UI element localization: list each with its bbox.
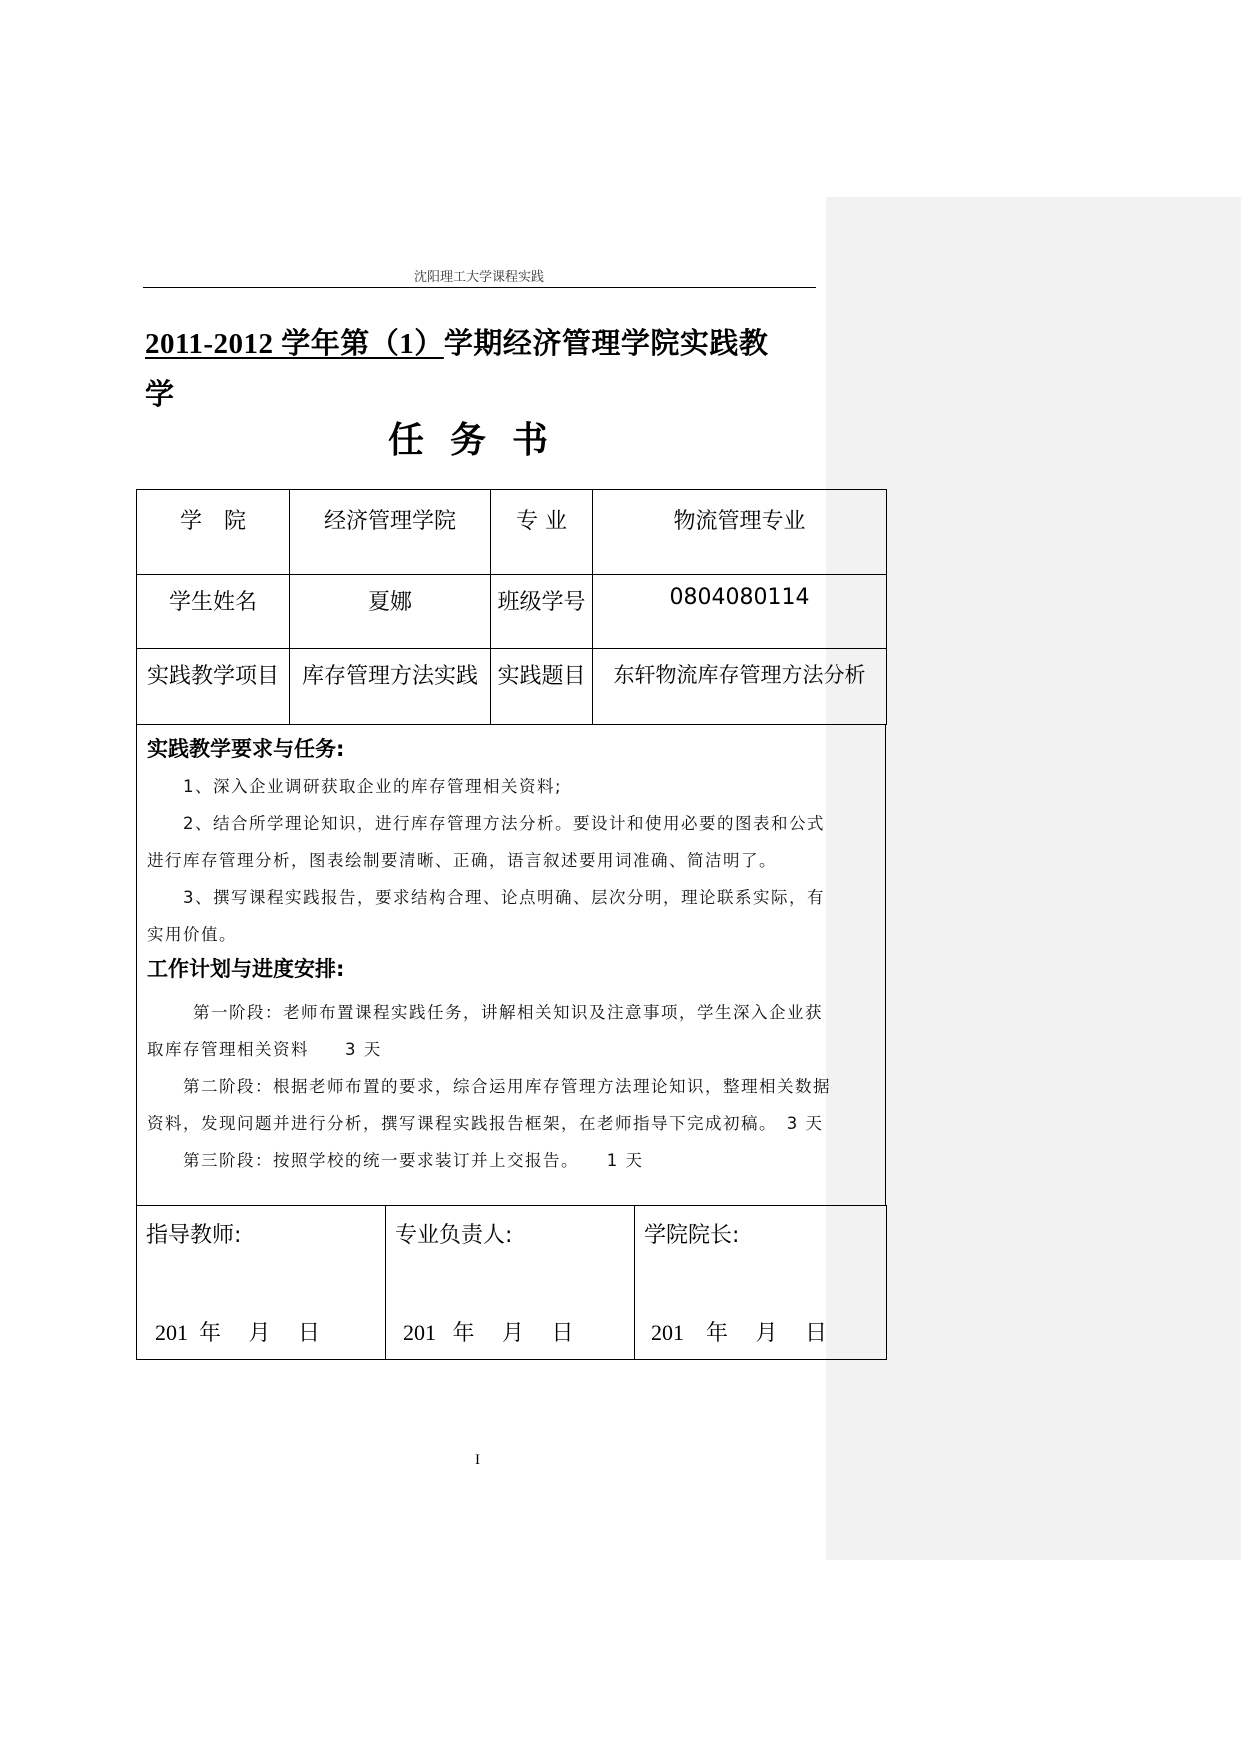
requirement-item-2-line2: 进行库存管理分析，图表绘制要清晰、正确，语言叙述要用词准确、简洁明了。 xyxy=(147,851,777,870)
document-subtitle: 任务书 xyxy=(387,420,574,461)
schedule-heading: 工作计划与进度安排: xyxy=(147,957,345,981)
header-rule xyxy=(143,287,816,288)
value-class-id: 0804080114 xyxy=(593,575,887,649)
value-student-name: 夏娜 xyxy=(290,575,491,649)
requirements-heading: 实践教学要求与任务: xyxy=(147,737,345,761)
schedule-stage-2-line2: 资料，发现问题并进行分析，撰写课程实践报告框架，在老师指导下完成初稿。 3 天 xyxy=(147,1114,824,1133)
label-student-name: 学生姓名 xyxy=(137,575,290,649)
schedule-stage-1-line1: 第一阶段：老师布置课程实践任务，讲解相关知识及注意事项，学生深入企业获 xyxy=(193,1003,823,1022)
schedule-stage-1-line2: 取库存管理相关资料 3 天 xyxy=(147,1040,382,1059)
signature-cell-advisor xyxy=(137,1206,386,1360)
major-head-label: 专业负责人: xyxy=(395,1223,513,1248)
requirements-section xyxy=(136,725,886,1206)
value-project: 库存管理方法实践 xyxy=(290,649,491,725)
label-college: 学 院 xyxy=(137,490,290,575)
dean-label: 学院院长: xyxy=(644,1223,740,1248)
requirement-item-2-line1: 2、结合所学理论知识，进行库存管理方法分析。要设计和使用必要的图表和公式 xyxy=(183,814,825,833)
info-table xyxy=(136,489,887,725)
title-rest-line2: 学 xyxy=(145,377,175,411)
requirement-item-3-line2: 实用价值。 xyxy=(147,925,237,944)
info-row-project xyxy=(137,649,887,725)
document-title xyxy=(145,318,825,419)
schedule-stage-3: 第三阶段：按照学校的统一要求装订并上交报告。 1 天 xyxy=(183,1151,644,1170)
value-college: 经济管理学院 xyxy=(290,490,491,575)
title-rest-line1: 学期经济管理学院实践教 xyxy=(443,326,769,360)
major-head-date: 201 年 月 日 xyxy=(403,1320,574,1345)
requirement-item-1: 1、深入企业调研获取企业的库存管理相关资料; xyxy=(183,777,563,796)
label-project: 实践教学项目 xyxy=(137,649,290,725)
schedule-stage-2-line1: 第二阶段：根据老师布置的要求，综合运用库存管理方法理论知识，整理相关数据 xyxy=(183,1077,831,1096)
info-row-student xyxy=(137,575,887,649)
requirement-item-3-line1: 3、撰写课程实践报告，要求结构合理、论点明确、层次分明，理论联系实际，有 xyxy=(183,888,825,907)
info-row-college xyxy=(137,490,887,575)
advisor-label: 指导教师: xyxy=(146,1223,242,1248)
value-major: 物流管理专业 xyxy=(593,490,887,575)
label-topic: 实践题目 xyxy=(491,649,593,725)
value-topic: 东轩物流库存管理方法分析 xyxy=(593,649,887,725)
signature-cell-dean xyxy=(635,1206,887,1360)
label-class-id: 班级学号 xyxy=(491,575,593,649)
running-header: 沈阳理工大学课程实践 xyxy=(413,270,544,285)
title-year-term: 2011-2012 学年第（1） xyxy=(145,328,444,360)
signature-cell-major-head xyxy=(386,1206,635,1360)
signature-table xyxy=(136,1205,887,1360)
page-number: I xyxy=(475,1452,480,1468)
advisor-date: 201 年 月 日 xyxy=(155,1320,321,1345)
dean-date: 201 年 月 日 xyxy=(651,1320,828,1345)
label-major: 专 业 xyxy=(491,490,593,575)
